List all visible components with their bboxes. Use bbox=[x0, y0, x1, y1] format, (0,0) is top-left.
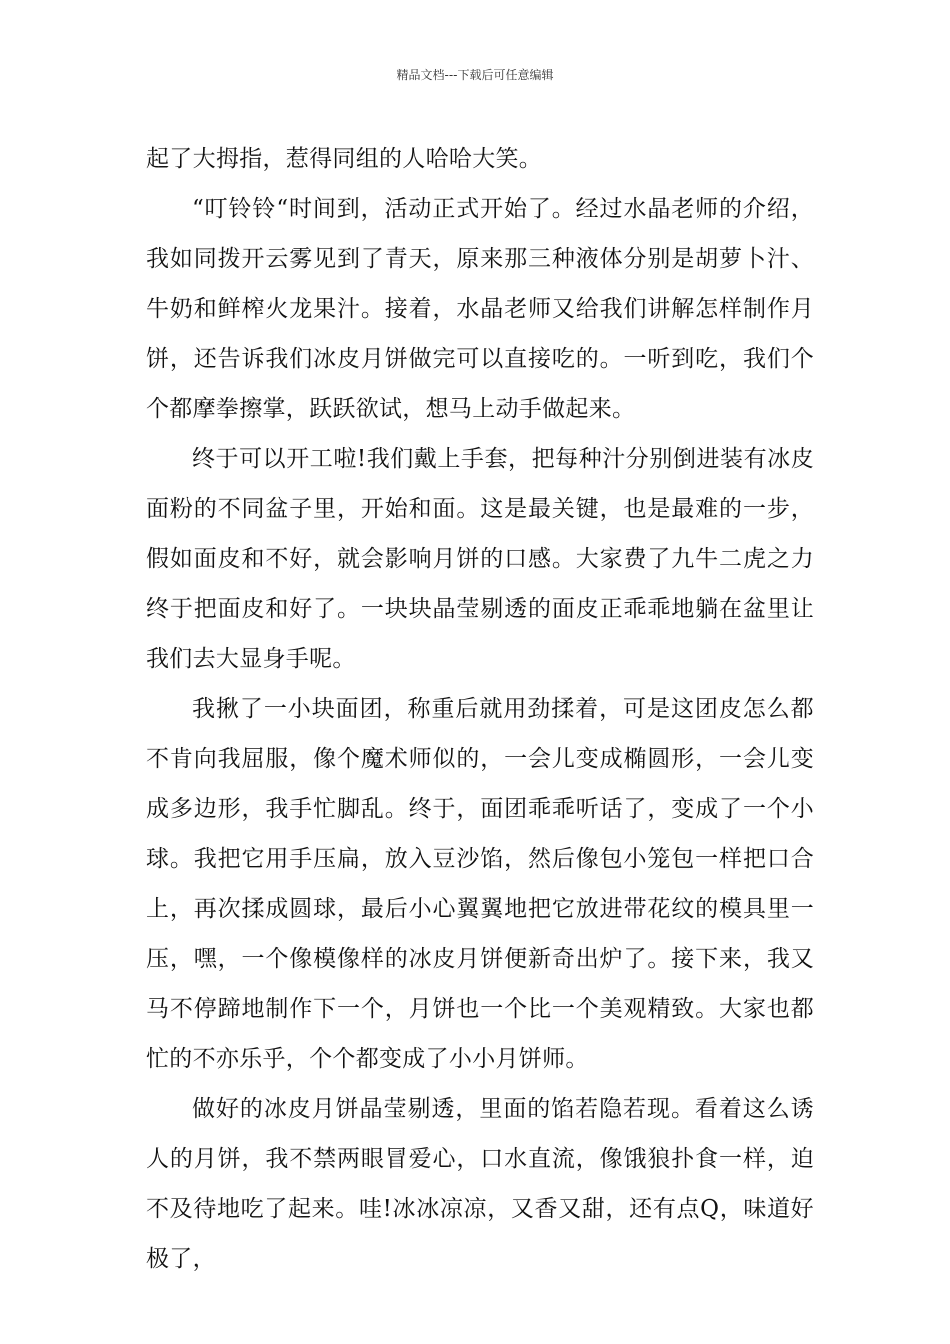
paragraph-3: 终于可以开工啦!我们戴上手套，把每种汁分别倒进装有冰皮面粉的不同盆子里，开始和面。这是最关键，也是最难的一步，假如面皮和不好，就会影响月饼的口感。大家费了九牛二虎之力终于把面皮和好了。一块块晶莹剔透的面皮正乖乖地躺在盆里让我们去大显身手呢。 bbox=[146, 446, 814, 672]
paragraph-2: “叮铃铃“时间到，活动正式开始了。经过水晶老师的介绍，我如同拨开云雾见到了青天，原来那三种液体分别是胡萝卜汁、牛奶和鲜榨火龙果汁。接着，水晶老师又给我们讲解怎样制作月饼，还告诉我们冰皮月饼做完可以直接吃的。一听到吃，我们个个都摩拳擦掌，跃跃欲试，想马上动手做起来。 bbox=[146, 196, 814, 422]
document-body bbox=[146, 134, 814, 1284]
page-header: 精品文档---下载后可任意编辑 bbox=[396, 68, 554, 82]
paragraph-1: 起了大拇指，惹得同组的人哈哈大笑。 bbox=[146, 146, 543, 172]
paragraph-5: 做好的冰皮月饼晶莹剔透，里面的馅若隐若现。看着这么诱人的月饼，我不禁两眼冒爱心，口水直流，像饿狼扑食一样，迫不及待地吃了起来。哇!冰冰凉凉，又香又甜，还有点Q，味道好极了， bbox=[146, 1096, 814, 1272]
paragraph-4: 我揪了一小块面团，称重后就用劲揉着，可是这团皮怎么都不肯向我屈服，像个魔术师似的，一会儿变成椭圆形，一会儿变成多边形，我手忙脚乱。终于，面团乖乖听话了，变成了一个小球。我把它用手压扁，放入豆沙馅，然后像包小笼包一样把口合上，再次揉成圆球，最后小心翼翼地把它放进带花纹的模具里一压，嘿，一个像模像样的冰皮月饼便新奇出炉了。接下来，我又马不停蹄地制作下一个，月饼也一个比一个美观精致。大家也都忙的不亦乐乎，个个都变成了小小月饼师。 bbox=[146, 696, 814, 1072]
